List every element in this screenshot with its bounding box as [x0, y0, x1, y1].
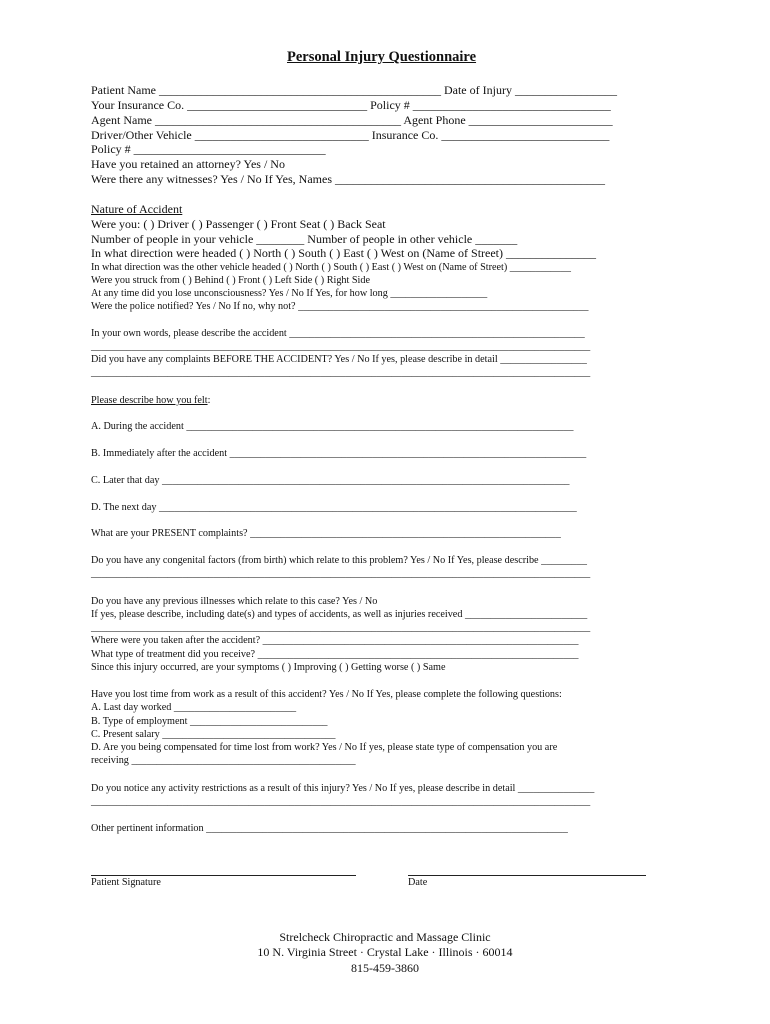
other-direction-line: In what direction was the other vehicle headed ( ) North ( ) South ( ) East ( ) West on (Name of Street) ____________: [91, 262, 571, 273]
employment-type-line: B. Type of employment ___________________________: [91, 716, 328, 727]
congenital-line: Do you have any congenital factors (from birth) which relate to this problem? Yes / No If Yes, please describe _________: [91, 555, 587, 566]
were-you-line: Were you: ( ) Driver ( ) Passenger ( ) Front Seat ( ) Back Seat: [91, 217, 386, 231]
unconsciousness-line: At any time did you lose unconsciousness? Yes / No If Yes, for how long ___________________: [91, 288, 488, 299]
during-accident-line: A. During the accident ____________________________________________________________________________: [91, 421, 574, 432]
lost-time-line: Have you lost time from work as a result of this accident? Yes / No If Yes, please complete the following questions:: [91, 689, 562, 700]
patient-signature-line: [91, 875, 356, 876]
how-you-felt-label: Please describe how you felt: [91, 395, 208, 406]
activity-restrictions-blank: __________________________________________________________________________________________________: [91, 796, 591, 807]
clinic-address: 10 N. Virginia Street · Crystal Lake · Illinois · 60014: [257, 945, 513, 959]
date-label: Date: [408, 877, 428, 888]
present-complaints-line: What are your PRESENT complaints? _____________________________________________________________: [91, 528, 561, 539]
congenital-blank: __________________________________________________________________________________________________: [91, 568, 591, 579]
struck-from-line: Were you struck from ( ) Behind ( ) Front ( ) Left Side ( ) Right Side: [91, 275, 370, 286]
activity-restrictions-line: Do you notice any activity restrictions as a result of this injury? Yes / No If yes, please describe in detail _______________: [91, 783, 595, 794]
page-title: Personal Injury Questionnaire: [287, 49, 477, 65]
compensation-line: D. Are you being compensated for time lost from work? Yes / No If yes, please state type of compensation you are: [91, 742, 558, 753]
date-signature-line: [408, 875, 646, 876]
previous-illness-describe: If yes, please describe, including date(s) and types of accidents, as well as injuries received ________________________: [91, 609, 588, 620]
direction-line: In what direction were headed ( ) North ( ) South ( ) East ( ) West on (Name of Street) _______________: [91, 246, 597, 260]
previous-illness-blank: __________________________________________________________________________________________________: [91, 622, 591, 633]
taken-after-line: Where were you taken after the accident? ______________________________________________________________: [91, 635, 579, 646]
police-line: Were the police notified? Yes / No If no, why not? _________________________________________________________: [91, 301, 589, 312]
clinic-name: Strelcheck Chiropractic and Massage Clinic: [279, 930, 491, 944]
describe-accident-line: In your own words, please describe the accident __________________________________________________________: [91, 328, 585, 339]
nature-of-accident-heading: Nature of Accident: [91, 202, 183, 216]
clinic-phone: 815-459-3860: [351, 961, 419, 975]
driver-vehicle-line: Driver/Other Vehicle _____________________________ Insurance Co. ____________________________: [91, 128, 610, 142]
previous-illness-line: Do you have any previous illnesses which relate to this case? Yes / No: [91, 596, 378, 607]
prior-complaints-line: Did you have any complaints BEFORE THE ACCIDENT? Yes / No If yes, please describe in detail _________________: [91, 354, 587, 365]
treatment-line: What type of treatment did you receive? _______________________________________________________________: [91, 649, 579, 660]
attorney-question: Have you retained an attorney? Yes / No: [91, 157, 285, 171]
other-info-line: Other pertinent information _______________________________________________________________________: [91, 823, 568, 834]
patient-signature-label: Patient Signature: [91, 877, 161, 888]
symptoms-line: Since this injury occurred, are your symptoms ( ) Improving ( ) Getting worse ( ) Same: [91, 662, 446, 673]
next-day-line: D. The next day __________________________________________________________________________________: [91, 502, 577, 513]
insurance-line: Your Insurance Co. ______________________________ Policy # _________________________________: [91, 98, 611, 112]
later-that-day-line: C. Later that day ________________________________________________________________________________: [91, 475, 570, 486]
prior-complaints-blank: __________________________________________________________________________________________________: [91, 367, 591, 378]
receiving-line: receiving ____________________________________________: [91, 755, 356, 766]
policy-line: Policy # ________________________________: [91, 142, 326, 156]
last-day-worked-line: A. Last day worked ________________________: [91, 702, 297, 713]
witnesses-question: Were there any witnesses? Yes / No If Yes, Names _____________________________________________: [91, 172, 605, 186]
immediately-after-line: B. Immediately after the accident ______________________________________________________________________: [91, 448, 587, 459]
how-you-felt-colon: :: [207, 395, 211, 406]
present-salary-line: C. Present salary __________________________________: [91, 729, 336, 740]
how-you-felt-heading: [91, 396, 210, 406]
people-count-line: Number of people in your vehicle ________ Number of people in other vehicle _______: [91, 232, 518, 246]
patient-name-line: Patient Name _______________________________________________ Date of Injury _________________: [91, 83, 617, 97]
agent-line: Agent Name _________________________________________ Agent Phone ________________________: [91, 113, 613, 127]
describe-accident-blank: __________________________________________________________________________________________________: [91, 341, 591, 352]
